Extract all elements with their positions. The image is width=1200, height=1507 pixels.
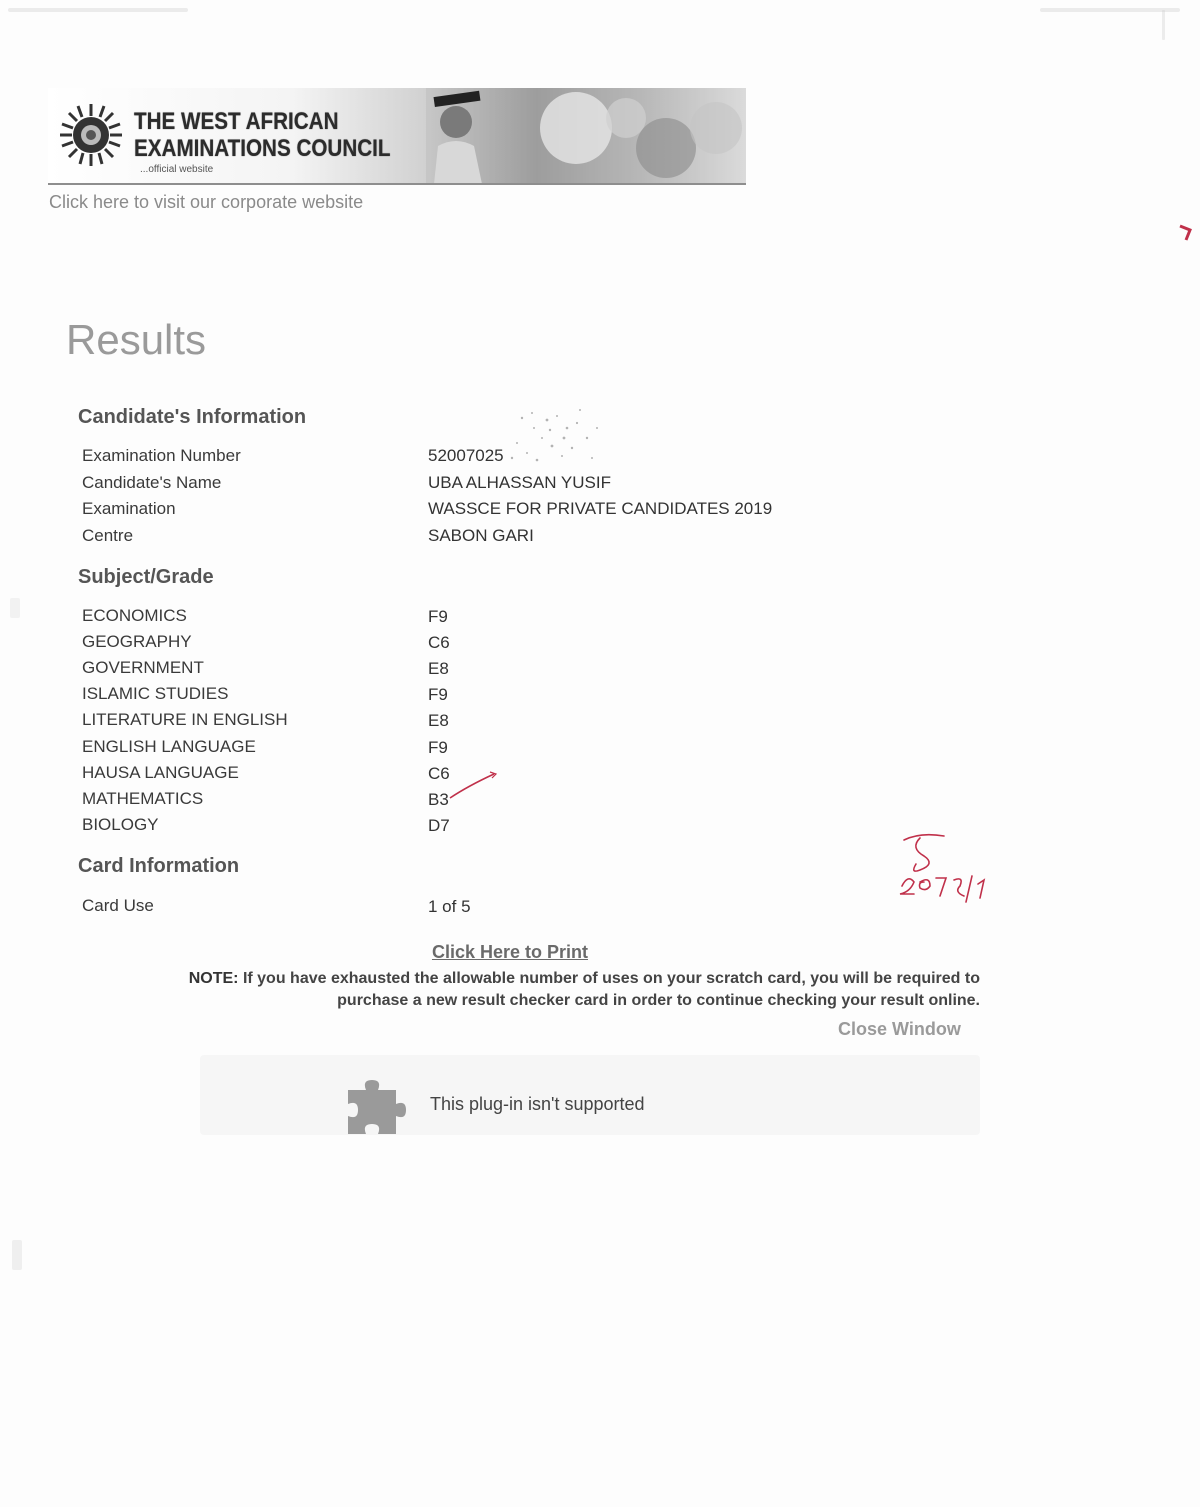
subject-label: ECONOMICS bbox=[82, 606, 187, 625]
grade-value: F9 bbox=[428, 685, 448, 704]
exam-number-label: Examination Number bbox=[82, 446, 241, 465]
plugin-unsupported-notice bbox=[336, 1074, 676, 1136]
scan-artifact bbox=[10, 598, 20, 618]
card-info-heading: Card Information bbox=[78, 855, 240, 877]
pen-check-mark bbox=[448, 768, 508, 802]
grade-value: E8 bbox=[428, 659, 449, 678]
plugin-message: This plug-in isn't supported bbox=[430, 1094, 645, 1114]
grade-value: F9 bbox=[428, 738, 448, 757]
subject-label: HAUSA LANGUAGE bbox=[82, 763, 239, 782]
exam-number-value: 52007025 bbox=[428, 446, 504, 465]
handwritten-signature bbox=[880, 826, 1010, 916]
scan-artifact bbox=[1040, 8, 1180, 12]
banner-divider bbox=[48, 183, 746, 185]
org-name-line-2: EXAMINATIONS COUNCIL bbox=[134, 135, 391, 162]
subject-grade-heading: Subject/Grade bbox=[78, 566, 214, 588]
subject-label: ISLAMIC STUDIES bbox=[82, 684, 229, 703]
candidate-name-value: UBA ALHASSAN YUSIF bbox=[428, 473, 611, 492]
centre-value: SABON GARI bbox=[428, 526, 534, 545]
grade-value: C6 bbox=[428, 764, 450, 783]
org-tagline: ...official website bbox=[140, 164, 214, 175]
note-label: NOTE: bbox=[188, 970, 239, 987]
scan-artifact bbox=[12, 1240, 22, 1270]
note-text-1: If you have exhausted the allowable number of uses on your scratch card, you will be required to bbox=[242, 970, 980, 987]
puzzle-piece-icon bbox=[344, 1076, 410, 1138]
subject-label: MATHEMATICS bbox=[82, 789, 204, 808]
subject-label: GEOGRAPHY bbox=[82, 632, 192, 651]
grade-value: F9 bbox=[428, 607, 448, 626]
wassce-header-banner[interactable] bbox=[48, 88, 746, 184]
org-name-line-1: THE WEST AFRICAN bbox=[134, 108, 339, 135]
examination-label: Examination bbox=[82, 499, 176, 518]
subject-label: BIOLOGY bbox=[82, 815, 159, 834]
card-use-value: 1 of 5 bbox=[428, 897, 471, 916]
grade-value: C6 bbox=[428, 633, 450, 652]
scratch-card-note bbox=[100, 968, 980, 1012]
scan-artifact bbox=[8, 8, 188, 12]
candidate-name-label: Candidate's Name bbox=[82, 473, 222, 492]
subject-label: LITERATURE IN ENGLISH bbox=[82, 710, 288, 729]
note-line-2: purchase a new result checker card in order to continue checking your result online. bbox=[337, 992, 980, 1009]
grade-value: B3 bbox=[428, 790, 449, 809]
graduate-photo bbox=[426, 88, 746, 184]
waec-seal-icon bbox=[58, 102, 124, 168]
print-button[interactable]: Click Here to Print bbox=[431, 942, 589, 962]
grade-value: E8 bbox=[428, 711, 449, 730]
card-use-label: Card Use bbox=[82, 896, 154, 915]
centre-label: Centre bbox=[82, 526, 134, 545]
subject-label: GOVERNMENT bbox=[82, 658, 204, 677]
note-line-1 bbox=[100, 968, 980, 990]
grade-value: D7 bbox=[428, 816, 450, 835]
ink-mark bbox=[1178, 224, 1192, 242]
candidate-info-heading: Candidate's Information bbox=[78, 406, 307, 428]
examination-value: WASSCE FOR PRIVATE CANDIDATES 2019 bbox=[428, 499, 773, 518]
close-window-button[interactable]: Close Window bbox=[838, 1019, 961, 1039]
page-title: Results bbox=[66, 316, 207, 363]
redaction-smudge bbox=[492, 398, 612, 478]
subject-label: ENGLISH LANGUAGE bbox=[82, 737, 256, 756]
corporate-website-link[interactable]: Click here to visit our corporate website bbox=[49, 192, 364, 212]
organization-name bbox=[134, 108, 390, 162]
scan-artifact bbox=[1162, 10, 1165, 40]
